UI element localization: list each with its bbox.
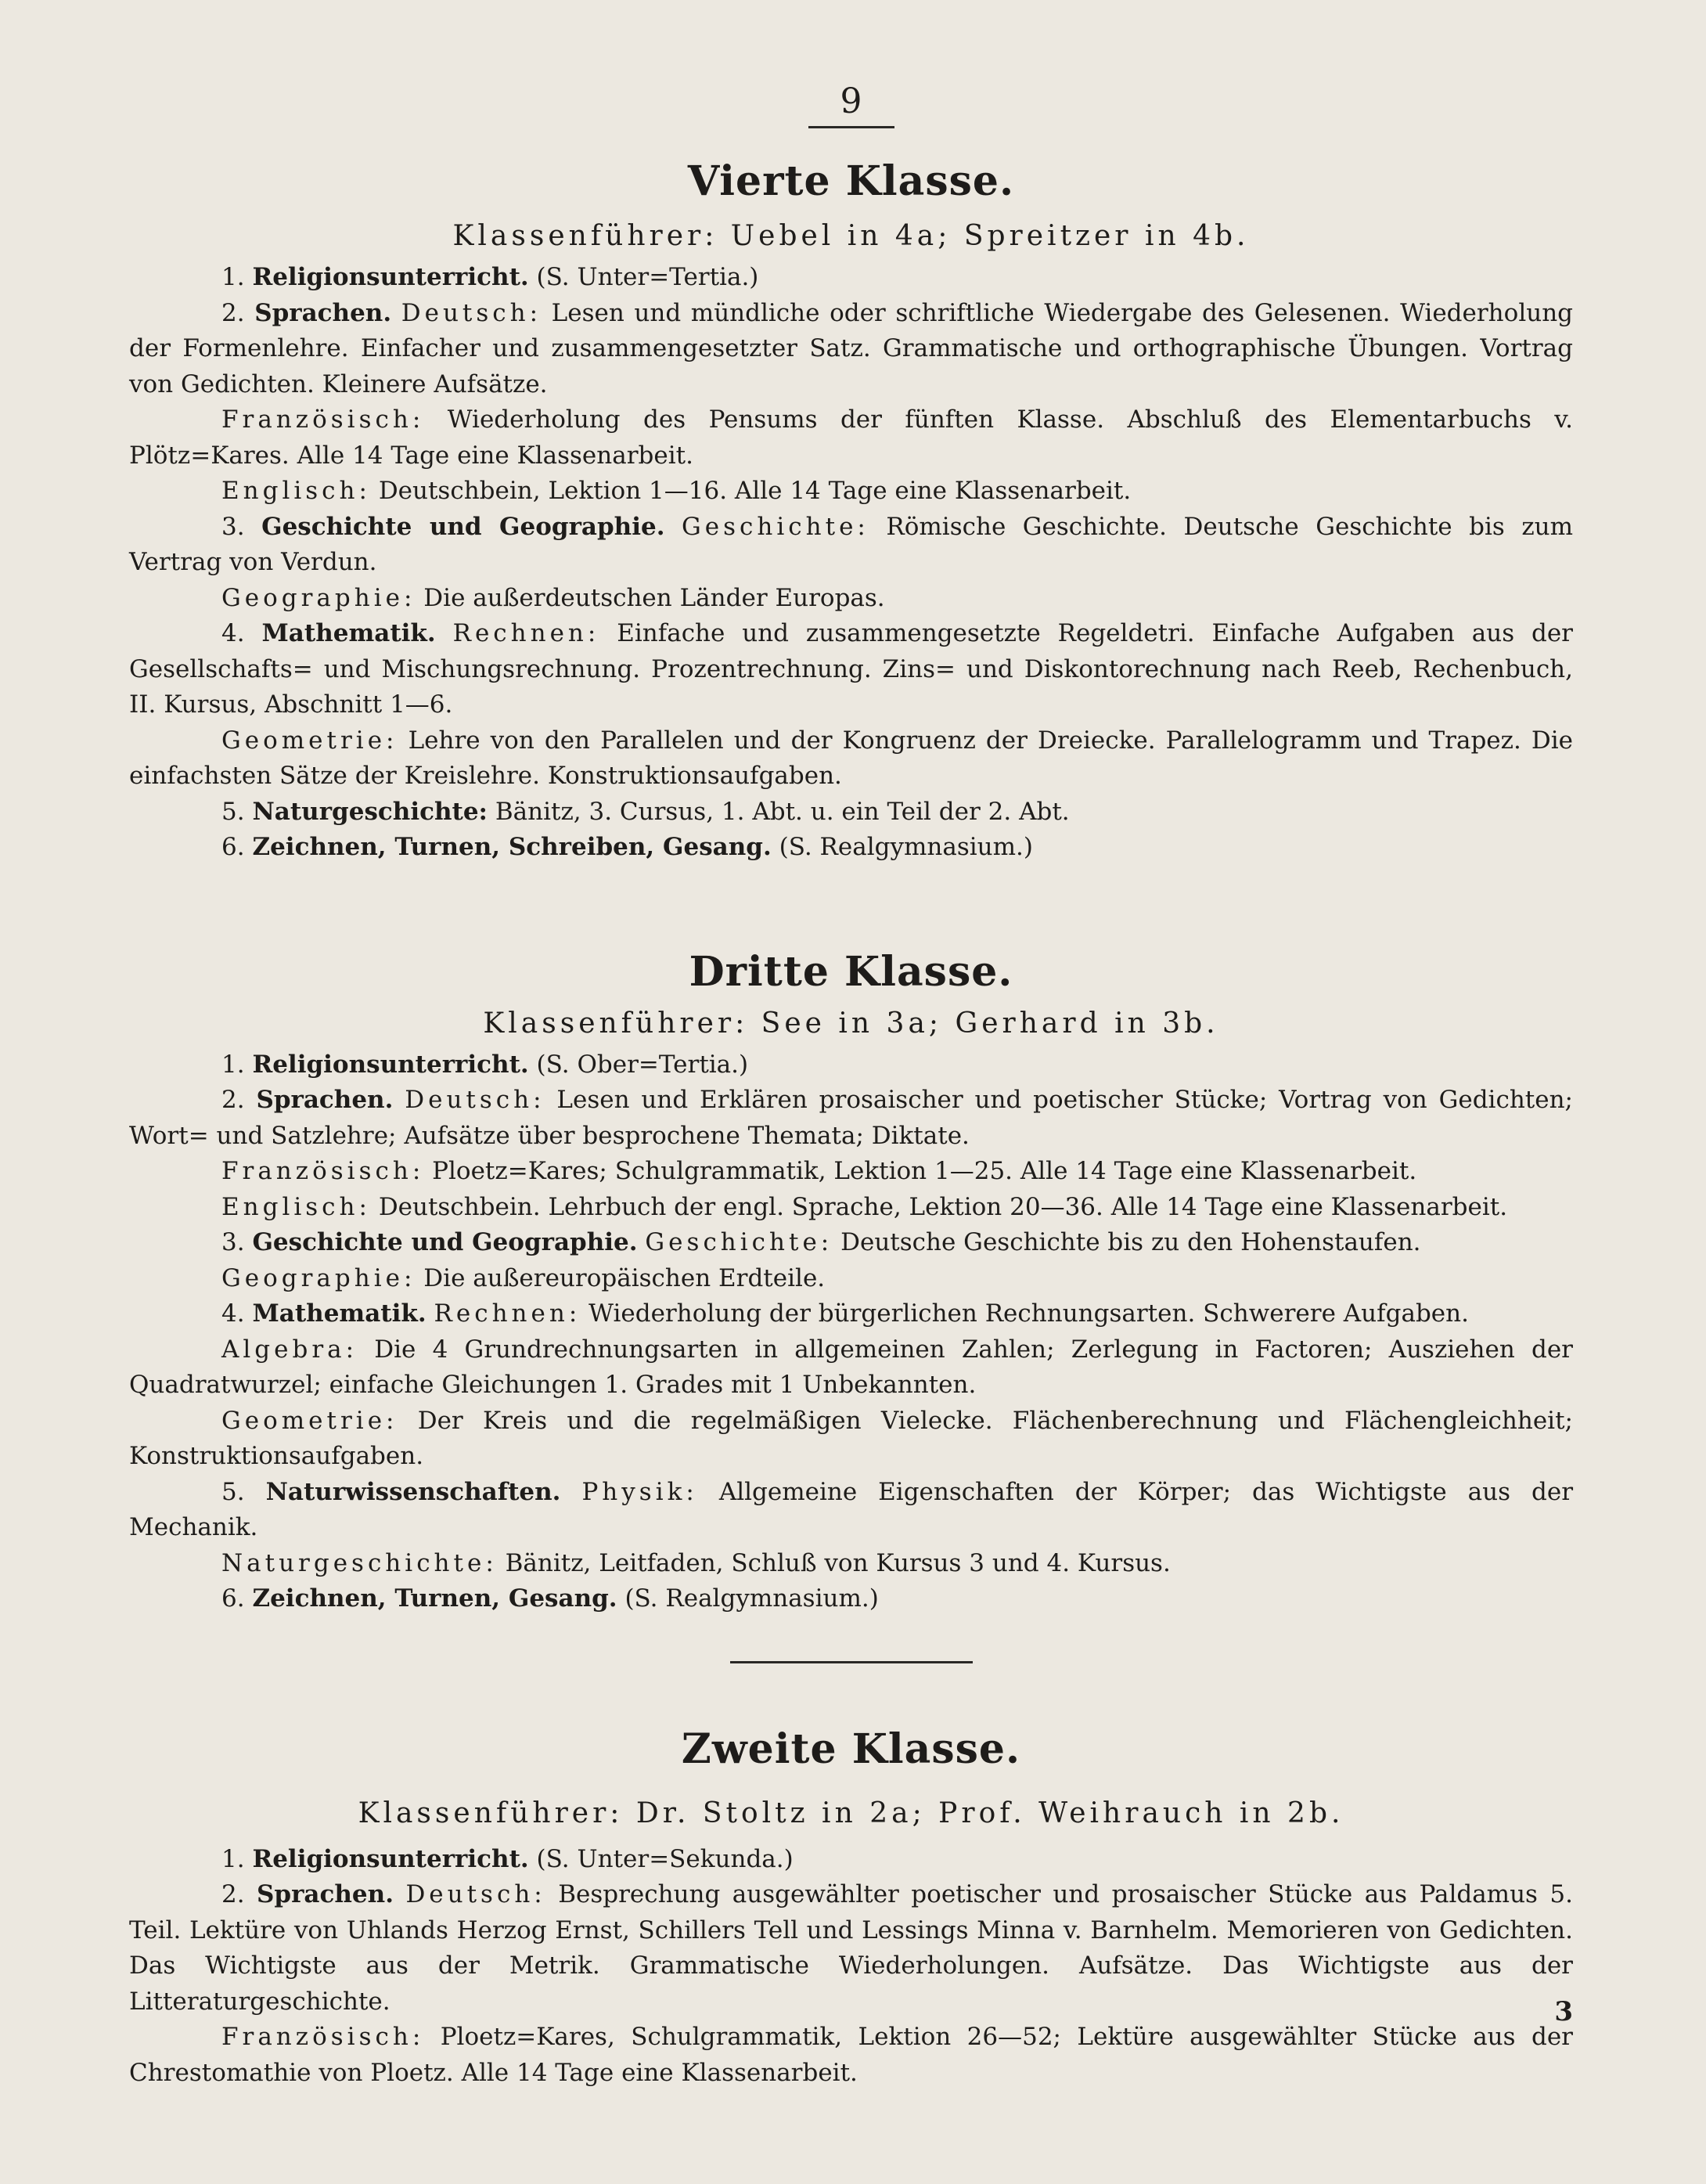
class-leader: Klassenführer: Uebel in 4a; Spreitzer in 4b. (452, 220, 1250, 252)
section-vierte-klasse (129, 158, 1573, 866)
subject-heading: Naturwissenschaften. (265, 1477, 561, 1506)
paragraph: 6. Zeichnen, Turnen, Schreiben, Gesang. (S. Realgymnasium.) (221, 833, 1033, 861)
paragraph: Geographie: Die außerdeutschen Länder Europas. (221, 583, 885, 612)
paragraph: 3. Geschichte und Geographie. Geschichte: Römische Geschichte. Deutsche Geschichte bis zum Vertrag von Verdun. (129, 512, 1574, 576)
paragraph: Naturgeschichte: Bänitz, Leitfaden, Schluß von Kursus 3 und 4. Kursus. (221, 1548, 1171, 1577)
subject-heading: Religionsunterricht. (252, 1844, 529, 1873)
subject-heading: Naturgeschichte: (252, 797, 488, 826)
subject-heading: Geschichte und Geographie. (252, 1228, 638, 1256)
paragraph: Englisch: Deutschbein. Lehrbuch der engl. Sprache, Lektion 20—36. Alle 14 Tage eine Klassenarbeit. (221, 1192, 1508, 1221)
class-leader: Klassenführer: Dr. Stoltz in 2a; Prof. Weihrauch in 2b. (358, 1797, 1344, 1829)
subject-heading: Sprachen. (254, 298, 392, 327)
paragraph: 2. Sprachen. Deutsch: Lesen und mündliche oder schriftliche Wiedergabe des Gelesenen. Wiederholung der Formenlehre. Einfacher und zusammengesetzter Satz. Grammatische und orthographische Übungen. Vortrag von Gedichten. Kleinere Aufsätze. (129, 298, 1574, 398)
subject-heading: Sprachen. (256, 1086, 394, 1114)
subject-heading: Sprachen. (257, 1880, 394, 1908)
signature-mark: 3 (1554, 1996, 1573, 2027)
paragraph: Geometrie: Lehre von den Parallelen und der Kongruenz der Dreiecke. Parallelogramm und Trapez. Die einfachsten Sätze der Kreislehre. Konstruktionsaufgaben. (129, 726, 1573, 790)
section-zweite-klasse (129, 1726, 1573, 2092)
paragraph: 1. Religionsunterricht. (S. Unter=Sekunda.) (221, 1844, 794, 1873)
paragraph: 1. Religionsunterricht. (S. Unter=Tertia.) (221, 263, 759, 291)
subject-heading: Zeichnen, Turnen, Gesang. (252, 1584, 617, 1613)
subject-heading: Religionsunterricht. (252, 1050, 529, 1079)
paragraph: 4. Mathematik. Rechnen: Einfache und zusammengesetzte Regeldetri. Einfache Aufgaben aus der Gesellschafts= und Mischungsrechnung. Prozentrechnung. Zins= und Diskontorechnung nach Reeb, Rechenbuch, II. Kursus, Abschnitt 1—6. (129, 619, 1573, 719)
section-title: Dritte Klasse. (689, 947, 1013, 996)
paragraph: 3. Geschichte und Geographie. Geschichte: Deutsche Geschichte bis zu den Hohenstaufen. (221, 1228, 1421, 1256)
paragraph: Geographie: Die außereuropäischen Erdteile. (221, 1263, 826, 1292)
paragraph: 1. Religionsunterricht. (S. Ober=Tertia.) (221, 1050, 749, 1079)
paragraph: Geometrie: Der Kreis und die regelmäßigen Vielecke. Flächenberechnung und Flächengleichheit; Konstruktionsaufgaben. (129, 1406, 1573, 1470)
section-dritte-klasse (129, 949, 1573, 1617)
section-title: Vierte Klasse. (687, 157, 1015, 205)
paragraph: 6. Zeichnen, Turnen, Gesang. (S. Realgymnasium.) (221, 1584, 879, 1613)
header-rule (808, 126, 894, 128)
subject-heading: Mathematik. (261, 619, 436, 647)
document-page (129, 82, 1573, 2091)
paragraph: 4. Mathematik. Rechnen: Wiederholung der bürgerlichen Rechnungsarten. Schwerere Aufgaben. (221, 1299, 1469, 1328)
section-title: Zweite Klasse. (681, 1724, 1021, 1773)
subject-heading: Religionsunterricht. (252, 263, 529, 291)
subject-heading: Zeichnen, Turnen, Schreiben, Gesang. (252, 833, 772, 861)
paragraph: 2. Sprachen. Deutsch: Lesen und Erklären prosaischer und poetischer Stücke; Vortrag von Gedichten; Wort= und Satzlehre; Aufsätze über besprochene Themata; Diktate. (129, 1086, 1573, 1150)
section-separator-rule (730, 1661, 973, 1663)
paragraph: 5. Naturwissenschaften. Physik: Allgemeine Eigenschaften der Körper; das Wichtigste aus der Mechanik. (129, 1477, 1574, 1541)
page-number: 9 (840, 81, 862, 121)
paragraph: Französisch: Wiederholung des Pensums der fünften Klasse. Abschluß des Elementarbuchs v. Plötz=Kares. Alle 14 Tage eine Klassenarbeit. (129, 405, 1573, 470)
paragraph: Französisch: Ploetz=Kares; Schulgrammatik, Lektion 1—25. Alle 14 Tage eine Klassenarbeit. (221, 1157, 1417, 1185)
paragraph: 5. Naturgeschichte: Bänitz, 3. Cursus, 1. Abt. u. ein Teil der 2. Abt. (221, 797, 1070, 826)
class-leader: Klassenführer: See in 3a; Gerhard in 3b. (483, 1007, 1219, 1040)
subject-heading: Geschichte und Geographie. (261, 512, 665, 541)
paragraph: Französisch: Ploetz=Kares, Schulgrammatik, Lektion 26—52; Lektüre ausgewählter Stücke aus der Chrestomathie von Ploetz. Alle 14 Tage eine Klassenarbeit. (129, 2023, 1573, 2087)
paragraph: Englisch: Deutschbein, Lektion 1—16. Alle 14 Tage eine Klassenarbeit. (221, 477, 1132, 505)
paragraph: Algebra: Die 4 Grundrechnungsarten in allgemeinen Zahlen; Zerlegung in Factoren; Ausziehen der Quadratwurzel; einfache Gleichungen 1. Grades mit 1 Unbekannten. (129, 1335, 1573, 1399)
subject-heading: Mathematik. (252, 1299, 426, 1328)
paragraph: 2. Sprachen. Deutsch: Besprechung ausgewählter poetischer und prosaischer Stücke aus Paldamus 5. Teil. Lektüre von Uhlands Herzog Ernst, Schillers Tell und Lessings Minna v. Barnhelm. Memorieren von Gedichten. Das Wichtigste aus der Metrik. Grammatische Wiederholungen. Aufsätze. Das Wichtigste aus der Litteraturgeschichte. (129, 1880, 1573, 2016)
